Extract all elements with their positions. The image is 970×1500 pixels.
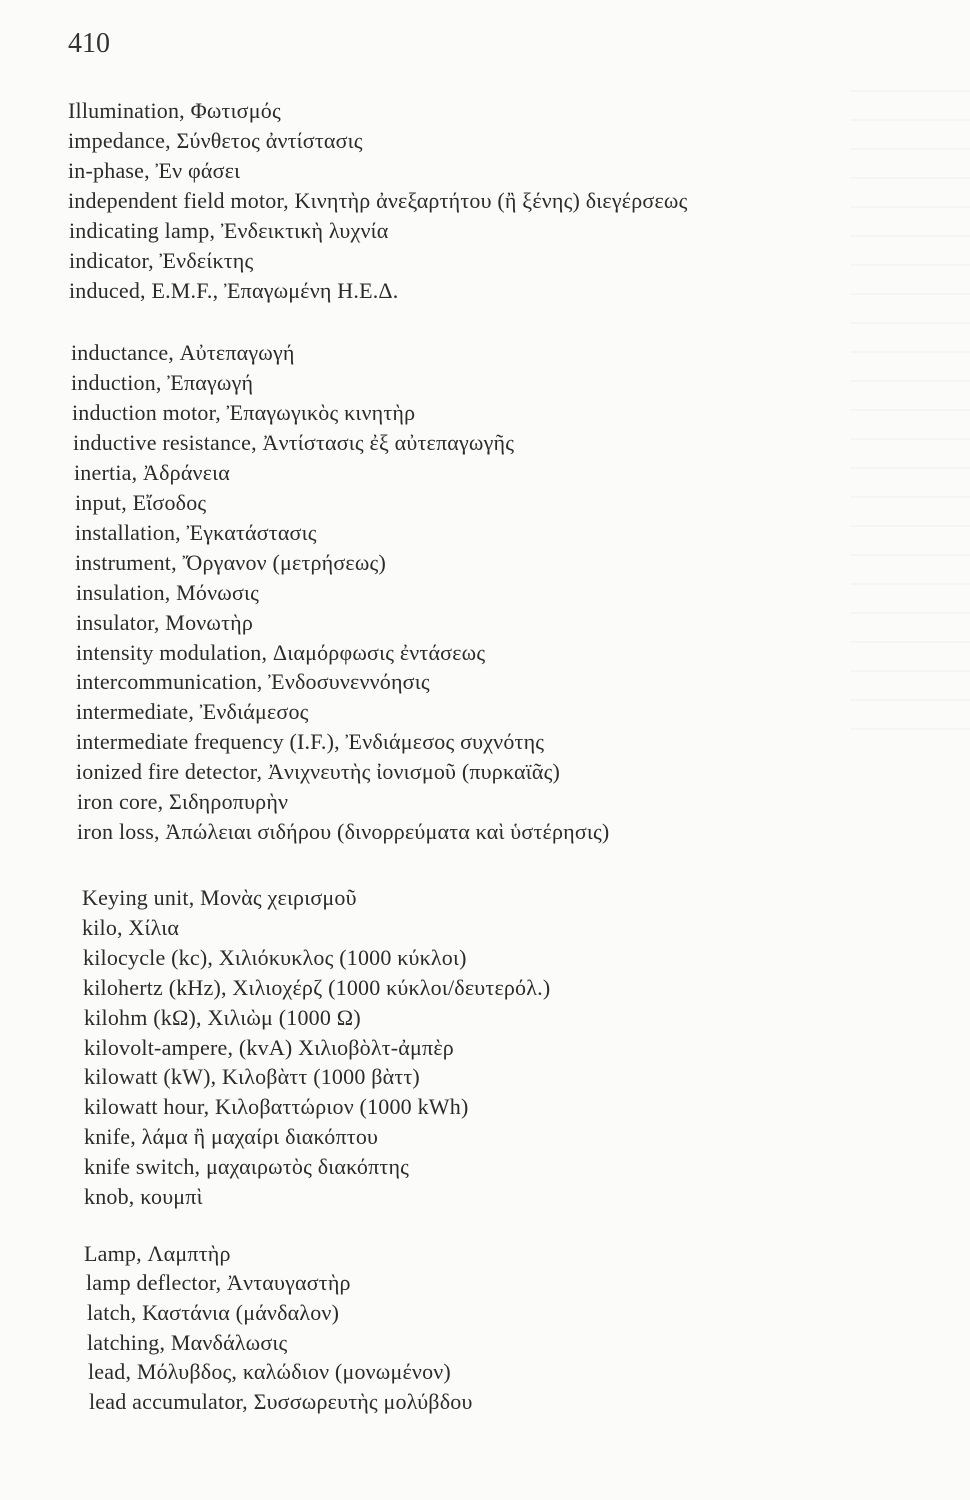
list-item: input, Εἴσοδος bbox=[75, 490, 207, 515]
list-item: indicating lamp, Ἐνδεικτικὴ λυχνία bbox=[69, 218, 389, 243]
list-item: kilowatt (kW), Κιλοβὰττ (1000 βὰττ) bbox=[84, 1064, 420, 1089]
list-item: inductive resistance, Ἀντίστασις ἐξ αὐτεπαγωγῆς bbox=[73, 430, 515, 455]
list-item: latching, Μανδάλωσις bbox=[87, 1330, 288, 1355]
list-item: kilowatt hour, Κιλοβαττώριον (1000 kWh) bbox=[84, 1094, 469, 1119]
list-item: Illumination, Φωτισμός bbox=[68, 98, 281, 123]
list-item: ionized fire detector, Ἀνιχνευτὴς ἰονισμοῦ (πυρκαϊᾶς) bbox=[76, 759, 561, 784]
list-item: intermediate, Ἐνδιάμεσος bbox=[76, 699, 309, 724]
list-item: lamp deflector, Ἀνταυγαστὴρ bbox=[86, 1270, 351, 1295]
list-item: iron loss, Ἀπώλειαι σιδήρου (δινορρεύματα καὶ ὑστέρησις) bbox=[77, 819, 610, 844]
list-item: Keying unit, Μονὰς χειρισμοῦ bbox=[82, 885, 357, 910]
show-through-shading bbox=[850, 90, 970, 730]
list-item: insulation, Μόνωσις bbox=[76, 580, 260, 605]
list-item: inertia, Ἀδράνεια bbox=[74, 460, 230, 485]
list-item: induction, Ἐπαγωγή bbox=[71, 370, 254, 395]
list-item: intermediate frequency (I.F.), Ἐνδιάμεσος συχνότης bbox=[76, 729, 545, 754]
list-item: intensity modulation, Διαμόρφωσις ἐντάσεως bbox=[76, 640, 486, 665]
list-item: insulator, Μονωτὴρ bbox=[76, 610, 254, 635]
list-item: kilohertz (kHz), Χιλιοχέρζ (1000 κύκλοι/δευτερόλ.) bbox=[83, 975, 551, 1000]
list-item: iron core, Σιδηροπυρὴν bbox=[77, 789, 289, 814]
list-item: knife, λάμα ἢ μαχαίρι διακόπτου bbox=[84, 1124, 379, 1149]
list-item: latch, Καστάνια (μάνδαλον) bbox=[87, 1300, 340, 1325]
list-item: independent field motor, Κινητὴρ ἀνεξαρτήτου (ἢ ξένης) διεγέρσεως bbox=[68, 188, 688, 213]
list-item: Lamp, Λαμπτὴρ bbox=[84, 1241, 231, 1266]
list-item: instrument, Ὄργανον (μετρήσεως) bbox=[75, 550, 386, 575]
list-item: impedance, Σύνθετος ἀντίστασις bbox=[68, 128, 363, 153]
list-item: in-phase, Ἐν φάσει bbox=[68, 158, 241, 183]
list-item: installation, Ἐγκατάστασις bbox=[75, 520, 317, 545]
list-item: induction motor, Ἐπαγωγικὸς κινητὴρ bbox=[72, 400, 416, 425]
list-item: induced, E.M.F., Ἐπαγωμένη Η.Ε.Δ. bbox=[69, 278, 399, 303]
list-item: lead, Μόλυβδος, καλώδιον (μονωμένον) bbox=[88, 1359, 451, 1384]
list-item: knife switch, μαχαιρωτὸς διακόπτης bbox=[84, 1154, 410, 1179]
list-item: kilovolt-ampere, (kvA) Χιλιοβὸλτ-ἀμπὲρ bbox=[84, 1035, 454, 1060]
list-item: lead accumulator, Συσσωρευτὴς μολύβδου bbox=[89, 1389, 473, 1414]
list-item: knob, κουμπὶ bbox=[84, 1184, 203, 1209]
list-item: inductance, Αὐτεπαγωγή bbox=[71, 340, 295, 365]
list-item: kilocycle (kc), Χιλιόκυκλος (1000 κύκλοι) bbox=[83, 945, 467, 970]
list-item: intercommunication, Ἐνδοσυνεννόησις bbox=[76, 669, 430, 694]
page-number: 410 bbox=[68, 28, 110, 59]
list-item: indicator, Ἐνδείκτης bbox=[69, 248, 254, 273]
list-item: kilohm (kΩ), Χιλιὼμ (1000 Ω) bbox=[84, 1005, 361, 1030]
list-item: kilo, Χίλια bbox=[82, 915, 180, 940]
